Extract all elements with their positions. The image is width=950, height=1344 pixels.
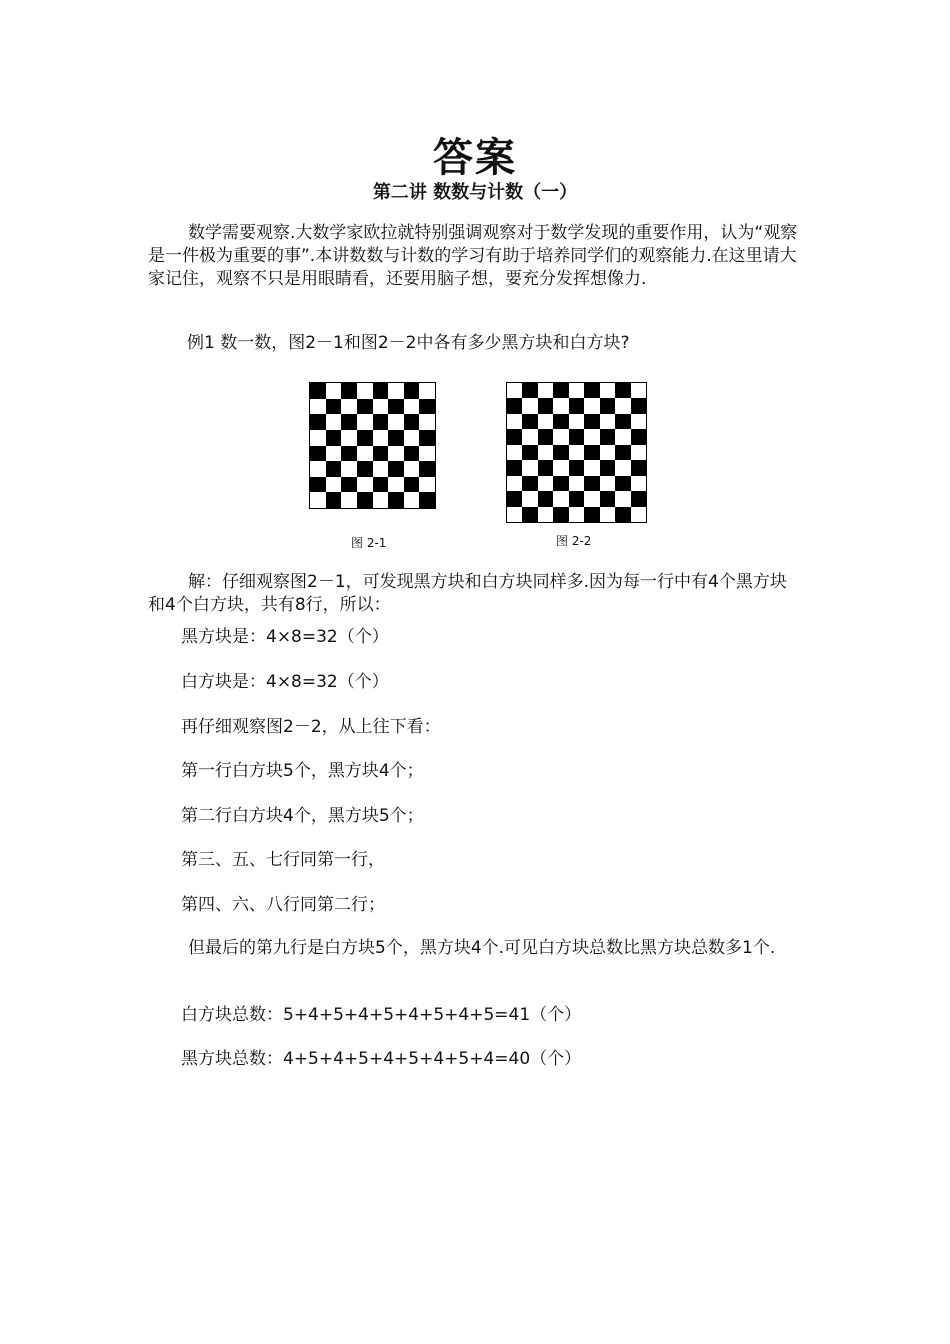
black-square [357, 430, 373, 446]
black-square [341, 446, 357, 462]
checkerboard-figure-2-2 [506, 382, 647, 523]
solution-paragraph: 解：仔细观察图2－1，可发现黑方块和白方块同样多.因为每一行中有4个黑方块和4个白方块，共有8行，所以： [148, 572, 787, 615]
white-square [341, 430, 357, 446]
black-square [584, 476, 599, 491]
black-square [522, 476, 537, 491]
white-square [584, 460, 599, 475]
white-square [600, 414, 615, 429]
white-square [404, 492, 420, 508]
white-square [373, 399, 389, 415]
white-square [341, 492, 357, 508]
white-square [538, 414, 553, 429]
black-square [341, 383, 357, 399]
black-square [388, 399, 404, 415]
white-square [419, 477, 435, 493]
white-square [584, 491, 599, 506]
black-square [522, 383, 537, 398]
black-square [584, 383, 599, 398]
black-square [310, 414, 326, 430]
white-square [631, 414, 646, 429]
white-square [584, 429, 599, 444]
black-square [388, 430, 404, 446]
white-square [404, 461, 420, 477]
black-square [569, 460, 584, 475]
white-square [569, 507, 584, 522]
black-square [310, 383, 326, 399]
conclusion-paragraph: 但最后的第九行是白方块5个，黑方块4个.可见白方块总数比黑方块总数多1个. [188, 938, 776, 958]
white-square [404, 399, 420, 415]
white-square [310, 492, 326, 508]
white-square [326, 383, 342, 399]
black-square [522, 414, 537, 429]
white-square [553, 398, 568, 413]
black-square [569, 429, 584, 444]
white-square [404, 430, 420, 446]
page-title: 答案 [433, 135, 517, 181]
white-total-line: 白方块总数：5+4+5+4+5+4+5+4+5=41（个） [181, 1005, 582, 1025]
black-square [615, 414, 630, 429]
black-square [569, 491, 584, 506]
white-square [388, 446, 404, 462]
white-square [522, 398, 537, 413]
white-square [507, 445, 522, 460]
black-square [538, 429, 553, 444]
black-square [326, 430, 342, 446]
black-square [553, 507, 568, 522]
black-square [615, 476, 630, 491]
black-square [326, 399, 342, 415]
white-square [357, 383, 373, 399]
black-square [310, 446, 326, 462]
figure-caption-2-1: 图 2-1 [351, 536, 387, 550]
white-count-line: 白方块是：4×8=32（个） [181, 672, 389, 692]
black-square [584, 414, 599, 429]
black-square [341, 414, 357, 430]
black-square [538, 398, 553, 413]
white-square [310, 399, 326, 415]
black-square [357, 399, 373, 415]
white-square [419, 383, 435, 399]
white-square [615, 491, 630, 506]
black-square [341, 477, 357, 493]
black-square [631, 460, 646, 475]
black-square [631, 398, 646, 413]
black-square [373, 383, 389, 399]
black-square [584, 445, 599, 460]
black-square [569, 398, 584, 413]
black-square [615, 383, 630, 398]
white-square [326, 414, 342, 430]
lecture-subtitle: 第二讲 数数与计数（一） [372, 182, 578, 203]
black-square [553, 383, 568, 398]
black-square [404, 446, 420, 462]
black-square [600, 429, 615, 444]
figure-caption-2-2: 图 2-2 [556, 534, 592, 548]
white-square [522, 429, 537, 444]
white-square [631, 383, 646, 398]
white-square [357, 477, 373, 493]
white-square [553, 491, 568, 506]
white-square [326, 477, 342, 493]
black-square [507, 460, 522, 475]
black-square [419, 399, 435, 415]
white-square [310, 461, 326, 477]
black-square [615, 445, 630, 460]
black-square [326, 461, 342, 477]
even-rows-line: 第四、六、八行同第二行； [181, 895, 385, 915]
black-square [538, 491, 553, 506]
black-square [553, 445, 568, 460]
white-square [341, 461, 357, 477]
white-square [538, 476, 553, 491]
odd-rows-line: 第三、五、七行同第一行， [181, 850, 385, 870]
black-square [631, 429, 646, 444]
white-square [600, 507, 615, 522]
white-square [310, 430, 326, 446]
black-square [600, 398, 615, 413]
black-square [538, 460, 553, 475]
white-square [600, 383, 615, 398]
white-square [631, 507, 646, 522]
black-square [600, 491, 615, 506]
black-square [631, 491, 646, 506]
white-square [569, 476, 584, 491]
black-square [357, 492, 373, 508]
black-square [373, 414, 389, 430]
black-square [388, 492, 404, 508]
black-square [419, 492, 435, 508]
black-square [373, 446, 389, 462]
white-square [522, 491, 537, 506]
white-square [373, 492, 389, 508]
white-square [357, 446, 373, 462]
white-square [419, 414, 435, 430]
white-square [615, 398, 630, 413]
white-square [507, 507, 522, 522]
black-square [310, 477, 326, 493]
black-square [419, 461, 435, 477]
black-square [553, 476, 568, 491]
black-square [404, 383, 420, 399]
white-square [569, 445, 584, 460]
white-square [522, 460, 537, 475]
black-square [522, 507, 537, 522]
white-square [538, 445, 553, 460]
row-one-line: 第一行白方块5个，黑方块4个； [181, 761, 424, 781]
checkerboard-figure-2-1 [309, 382, 436, 509]
black-square [326, 492, 342, 508]
white-square [538, 383, 553, 398]
black-square [404, 477, 420, 493]
white-square [373, 461, 389, 477]
white-square [615, 429, 630, 444]
white-square [357, 414, 373, 430]
black-square [404, 414, 420, 430]
white-square [507, 476, 522, 491]
black-square [522, 445, 537, 460]
white-square [600, 445, 615, 460]
white-square [507, 414, 522, 429]
black-square [388, 461, 404, 477]
black-square [357, 461, 373, 477]
white-square [569, 383, 584, 398]
white-square [373, 430, 389, 446]
black-square [507, 491, 522, 506]
black-total-line: 黑方块总数：4+5+4+5+4+5+4+5+4=40（个） [181, 1049, 582, 1069]
white-square [326, 446, 342, 462]
white-square [341, 399, 357, 415]
black-square [584, 507, 599, 522]
white-square [553, 460, 568, 475]
example-question: 例1 数一数，图2－1和图2－2中各有多少黑方块和白方块? [187, 333, 630, 353]
white-square [600, 476, 615, 491]
white-square [388, 477, 404, 493]
observe-figure-2-2-line: 再仔细观察图2－2，从上往下看： [181, 717, 441, 737]
intro-paragraph: 数学需要观察.大数学家欧拉就特别强调观察对于数学发现的重要作用，认为“观察是一件极为重要的事”.本讲数数与计数的学习有助于培养同学们的观察能力.在这里请大家记住，观察不只是用眼睛看，还要用脑子想，要充分发挥想像力. [148, 223, 798, 289]
white-square [631, 445, 646, 460]
black-count-line: 黑方块是：4×8=32（个） [181, 627, 389, 647]
white-square [388, 414, 404, 430]
row-two-line: 第二行白方块4个，黑方块5个； [181, 806, 424, 826]
white-square [538, 507, 553, 522]
white-square [569, 414, 584, 429]
black-square [507, 429, 522, 444]
black-square [419, 430, 435, 446]
white-square [584, 398, 599, 413]
white-square [615, 460, 630, 475]
white-square [553, 429, 568, 444]
white-square [388, 383, 404, 399]
white-square [419, 446, 435, 462]
white-square [631, 476, 646, 491]
black-square [373, 477, 389, 493]
black-square [600, 460, 615, 475]
white-square [507, 383, 522, 398]
black-square [553, 414, 568, 429]
black-square [507, 398, 522, 413]
black-square [615, 507, 630, 522]
